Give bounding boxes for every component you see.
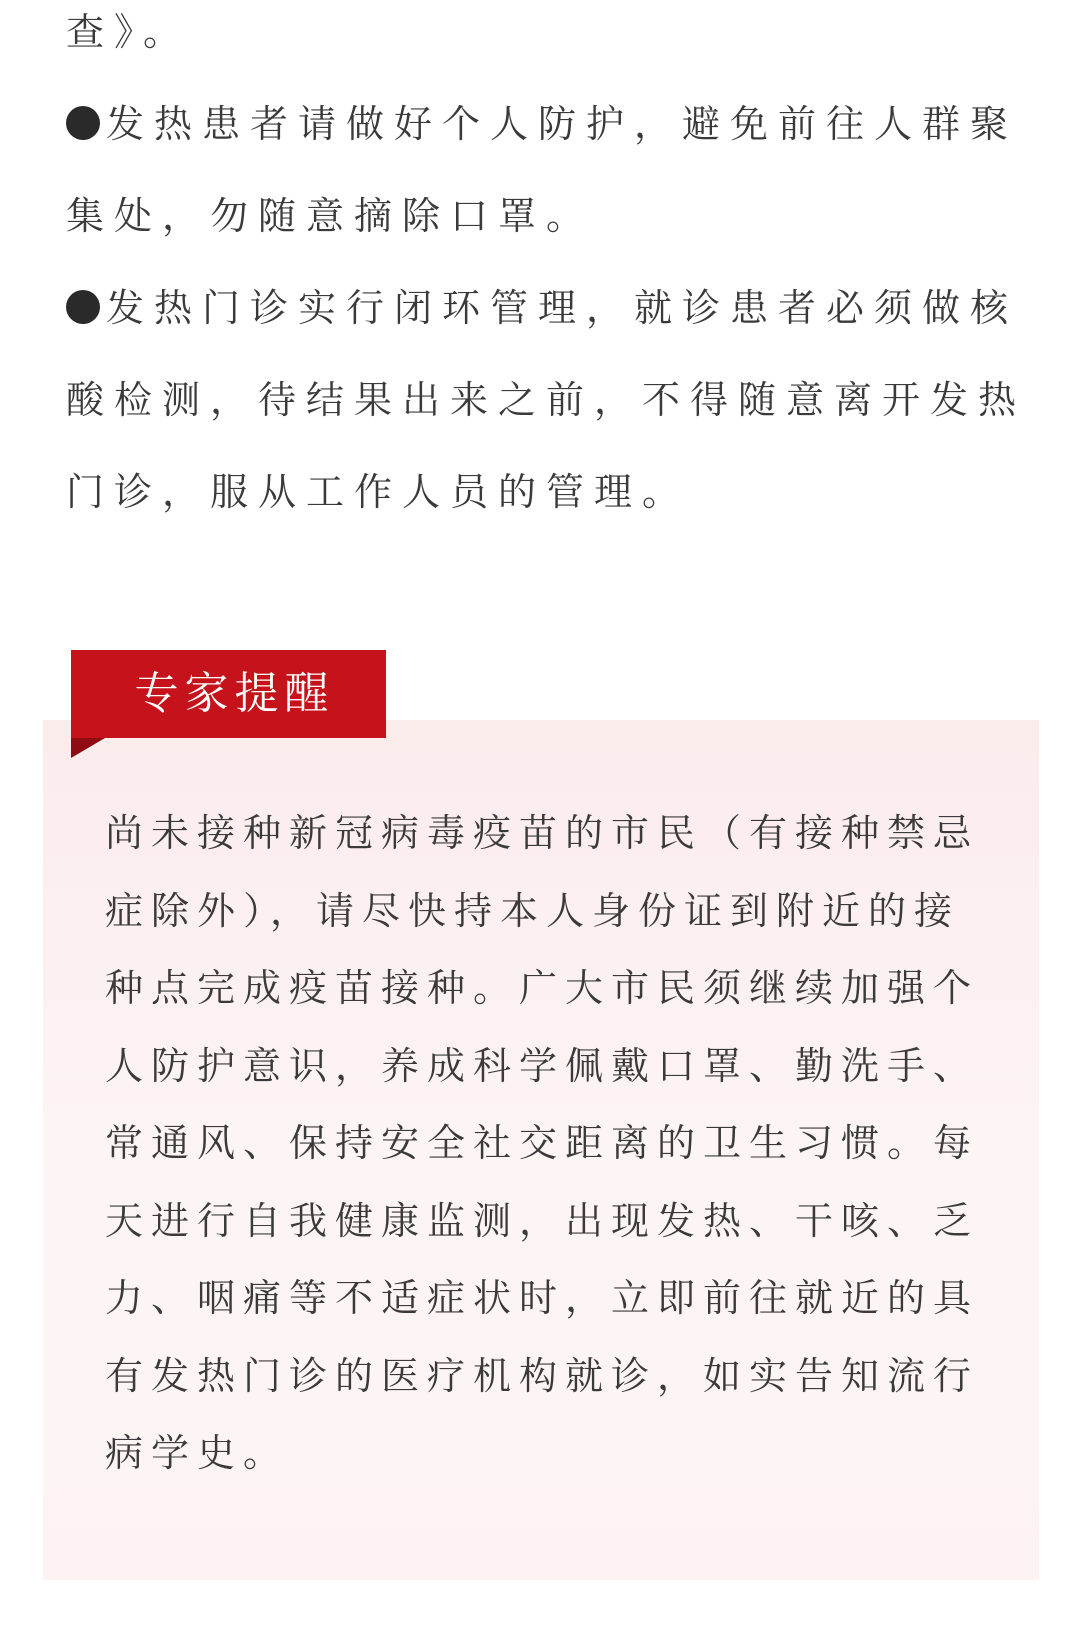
tip-line: 症除外），请尽快持本人身份证到附近的接 (105, 888, 961, 933)
bullet-icon (66, 290, 100, 324)
intro-line: 查》。 (66, 10, 192, 54)
intro-bullet-line (66, 262, 1026, 354)
tip-line: 常通风、保持安全社交距离的卫生习惯。每 (105, 1121, 980, 1165)
intro-line: 门诊，服从工作人员的管理。 (66, 470, 691, 514)
tip-line: 种点完成疫苗接种。广大市民须继续加强个 (105, 966, 980, 1010)
tip-line: 病学史。 (105, 1431, 290, 1475)
tip-line: 尚未接种新冠病毒疫苗的市民（有接种禁忌 (105, 811, 980, 855)
expert-tip-body (105, 795, 990, 1493)
intro-line: 酸检测，待结果出来之前，不得随意离开发热 (66, 378, 1027, 422)
bullet-icon (66, 106, 100, 140)
intro-line: 发热患者请做好个人防护，避免前往人群聚 (106, 102, 1019, 146)
tag-fold-corner (71, 738, 105, 758)
expert-tip-tag: 专家提醒 (71, 650, 386, 738)
tip-line: 人防护意识，养成科学佩戴口罩、勤洗手、 (105, 1043, 980, 1088)
tip-line: 有发热门诊的医疗机构就诊，如实告知流行 (105, 1353, 980, 1398)
tip-line: 天进行自我健康监测，出现发热、干咳、乏 (105, 1198, 980, 1243)
intro-text (66, 0, 1026, 538)
intro-line: 集处，勿随意摘除口罩。 (66, 194, 595, 238)
tip-line: 力、咽痛等不适症状时，立即前往就近的具 (105, 1276, 980, 1320)
intro-line: 发热门诊实行闭环管理，就诊患者必须做核 (106, 286, 1019, 330)
intro-bullet-line (66, 78, 1026, 170)
